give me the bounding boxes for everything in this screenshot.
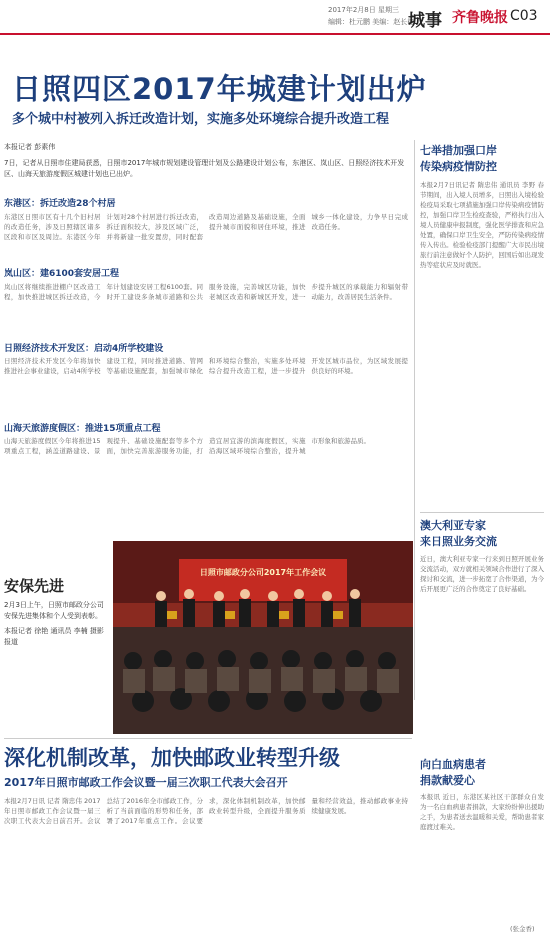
sidebar-divider	[420, 512, 544, 513]
sidebar-story3-body: 本报讯 近日，东港区某社区干部群众自发为一名白血病患者捐款，大家纷纷伸出援助之手，为患者送去温暖和关爱，帮助患者家庭渡过难关。	[420, 793, 544, 831]
sidebar-story3-headline	[420, 757, 486, 789]
masthead	[0, 0, 550, 34]
sidebar-story1-title-line2: 传染病疫情防控	[420, 160, 497, 173]
sidebar-story3-title-line2: 捐款献爱心	[420, 774, 475, 787]
section-body-dongang: 东港区日照市区有十几个旧村居的改造任务，涉及日照辖区诸多区段和市区及周边。东港区今年计划对28个村居进行拆迁改造，拆迁面积较大，涉及区域广泛，并将新建一批安置房，同时配套改造周边道路及基础设施，全面提升城市面貌和居住环境，推进城乡一体化建设，力争早日完成改造任务。	[4, 213, 408, 241]
editors-line: 编辑：杜元鹏 美编：赵长德	[328, 18, 415, 26]
column-divider	[414, 140, 415, 700]
page-number: C03	[510, 8, 538, 24]
section-heading-lanshan: 岚山区：建6100套安居工程	[4, 269, 120, 279]
sidebar-story2-title-line1: 澳大利亚专家	[420, 519, 486, 532]
sidebar-story3-credit: (张金香)	[510, 925, 535, 933]
sidebar-story3-title-line1: 向白血病患者	[420, 758, 486, 771]
photo-story-caption	[4, 600, 104, 648]
sidebar-story2-title-line2: 来日照业务交流	[420, 535, 497, 548]
sidebar-story1-headline	[420, 143, 497, 175]
section-body-devzone: 日照经济技术开发区今年将加快推进社会事业建设，启动4所学校建设工程，同时推进道路、管网等基础设施配套，加强城市绿化和环境综合整治，实施多处环境综合提升改造工程，进一步提升开发区城市品位，为区域发展提供良好的环境。	[4, 357, 408, 375]
article-byline: 本报记者 彭素伟	[4, 143, 56, 151]
photo-story-credit: 本报记者 徐艳 通讯员 李楠 摄影报道	[4, 627, 104, 646]
photo-story-text: 2月3日上午，日照市邮政分公司安保先进集体和个人受到表彰。	[4, 601, 104, 620]
photo-story-headline: 安保先进	[4, 577, 65, 595]
section-heading-shanhaitian: 山海天旅游度假区：推进15项重点工程	[4, 424, 161, 434]
date-line: 2017年2月8日 星期三	[328, 6, 399, 14]
section-heading-dongang: 东港区：拆迁改造28个村居	[4, 199, 116, 209]
bottom-article-subheadline: 2017年日照市邮政工作会议暨一届三次职工代表大会召开	[4, 776, 288, 789]
sidebar-story2-body: 近日，澳大利亚专家一行来到日照开展业务交流活动，双方就相关领域合作进行了深入探讨和交流，进一步拓宽了合作渠道，为今后开展更广泛的合作奠定了良好基础。	[420, 555, 544, 593]
bottom-article-body: 本报2月7日讯 记者 隋忠伟 2017年日照市邮政工作会议暨一届三次职工代表大会日前召开。会议总结了2016年全市邮政工作，分析了当前面临的形势和任务，部署了2017年重点工作。会议要求，深化体制机制改革，加快邮政业转型升级，全面提升服务质量和经营效益，推动邮政事业持续健康发展。	[4, 797, 408, 825]
bottom-divider	[4, 738, 412, 739]
award-ceremony-photo	[113, 541, 413, 734]
article-headline: 日照四区2017年城建计划出炉	[12, 72, 427, 106]
bottom-article-headline: 深化机制改革，加快邮政业转型升级	[4, 746, 340, 770]
article-subheadline: 多个城中村被列入拆迁改造计划，实施多处环境综合提升改造工程	[12, 112, 390, 127]
section-name: 城事	[408, 11, 442, 31]
section-heading-devzone: 日照经济技术开发区：启动4所学校建设	[4, 344, 164, 354]
newspaper-logo: 齐鲁晚报	[452, 10, 508, 26]
section-body-lanshan: 岚山区将继续推进棚户区改造工程，加快推进城区拆迁改造，今年计划建设安居工程6100套。同时开工建设多条城市道路和公共服务设施，完善城区功能，加快老城区改造和新城区开发，进一步提升城区的承载能力和辐射带动能力，改善居民生活条件。	[4, 283, 408, 301]
sidebar-story1-body: 本报2月7日讯记者 隋忠伟 通讯员 李野 春节期间，出入境人员增多，日照出入境检验检疫局采取七项措施加强口岸传染病疫情防控，加强口岸卫生检疫查验，严格执行出入境人员健康申报制度，强化医学排查和应急处置，确保口岸卫生安全，严防传染病疫情传入传出。检验检疫部门提醒广大市民出境旅行前注意做好个人防护，回国后如出现发热等症状应及时就医。	[420, 181, 544, 269]
article-lede: 7日，记者从日照市住建局获悉，日照市2017年城市规划建设管理计划及公路建设计划公布，东港区、岚山区、日照经济技术开发区、山海天旅游度假区城建计划也已出炉。	[4, 159, 405, 178]
masthead-rule	[0, 33, 550, 35]
section-body-shanhaitian: 山海天旅游度假区今年将推进15项重点工程，涵盖道路建设、景观提升、基础设施配套等多个方面，加快完善旅游服务功能，打造宜居宜游的滨海度假区，实施沿海区域环境综合整治，提升城市形象和旅游品质。	[4, 437, 370, 455]
sidebar-story2-headline	[420, 518, 497, 550]
photo-banner-text: 日照市邮政分公司2017年工作会议	[199, 568, 327, 577]
sidebar-story1-title-line1: 七举措加强口岸	[420, 144, 497, 157]
